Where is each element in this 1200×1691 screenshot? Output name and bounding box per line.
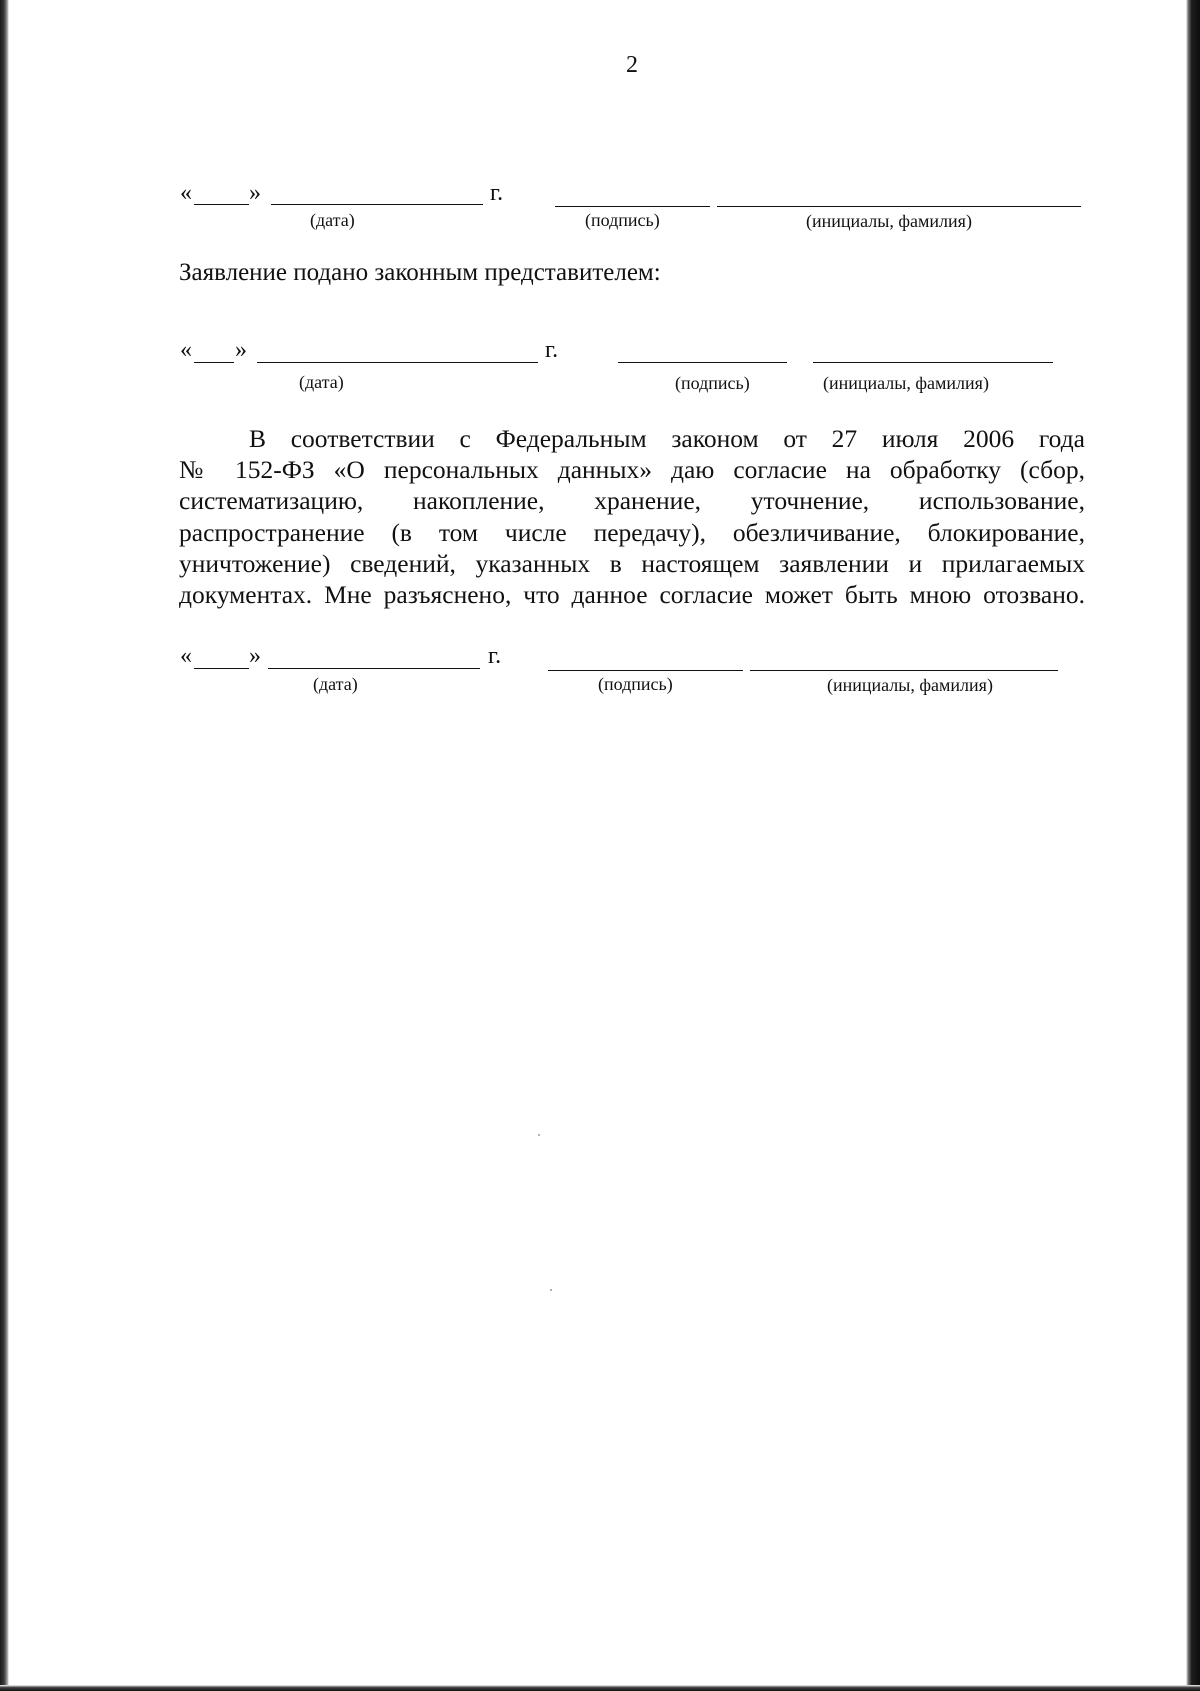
consent-line: В соответствии с Федеральным законом от 27 июля 2006 года (249, 424, 1085, 453)
scan-edge-right (1186, 0, 1200, 1691)
date-field[interactable] (268, 668, 480, 669)
page-number: 2 (626, 52, 638, 78)
scan-edge-left (0, 0, 9, 1691)
caption-name: (инициалы, фамилия) (827, 675, 993, 695)
caption-date: (дата) (313, 674, 358, 694)
caption-date: (дата) (299, 372, 344, 392)
caption-date: (дата) (310, 210, 355, 230)
date-field[interactable] (257, 362, 538, 363)
name-field[interactable] (717, 206, 1081, 207)
consent-line: № 152-ФЗ «О персональных данных» даю согласие на обработку (сбор, (179, 455, 1085, 485)
caption-signature: (подпись) (585, 210, 660, 230)
open-quote: « (180, 180, 192, 206)
consent-line: распространение (в том числе передачу), обезличивание, блокирование, (179, 517, 1085, 547)
caption-name: (инициалы, фамилия) (806, 211, 972, 231)
consent-line: систематизацию, накопление, хранение, уточнение, использование, (179, 486, 1085, 516)
consent-paragraph (179, 423, 1085, 610)
signature-field[interactable] (618, 362, 787, 363)
close-quote: » (249, 180, 261, 206)
consent-line: уничтожение) сведений, указанных в настоящем заявлении и прилагаемых (179, 548, 1085, 578)
open-quote: « (180, 643, 192, 669)
caption-signature: (подпись) (675, 373, 750, 393)
close-quote: » (249, 643, 261, 669)
day-field[interactable] (194, 668, 249, 669)
scan-speck (538, 1134, 540, 1136)
signature-field[interactable] (548, 670, 743, 671)
signature-field[interactable] (555, 206, 710, 207)
date-field[interactable] (271, 204, 483, 205)
consent-line: документах. Мне разъяснено, что данное согласие может быть мною отозвано. (179, 579, 1085, 609)
caption-name: (инициалы, фамилия) (823, 373, 989, 393)
name-field[interactable] (750, 670, 1058, 671)
year-suffix: г. (545, 337, 559, 363)
open-quote: « (180, 337, 192, 363)
day-field[interactable] (194, 362, 234, 363)
close-quote: » (235, 337, 247, 363)
scan-speck (550, 1289, 552, 1291)
representative-heading: Заявление подано законным представителем: (179, 259, 661, 286)
name-field[interactable] (813, 362, 1053, 363)
caption-signature: (подпись) (598, 674, 673, 694)
day-field[interactable] (194, 204, 249, 205)
scan-edge-bottom (0, 1685, 1200, 1691)
year-suffix: г. (490, 180, 504, 206)
year-suffix: г. (488, 643, 502, 669)
